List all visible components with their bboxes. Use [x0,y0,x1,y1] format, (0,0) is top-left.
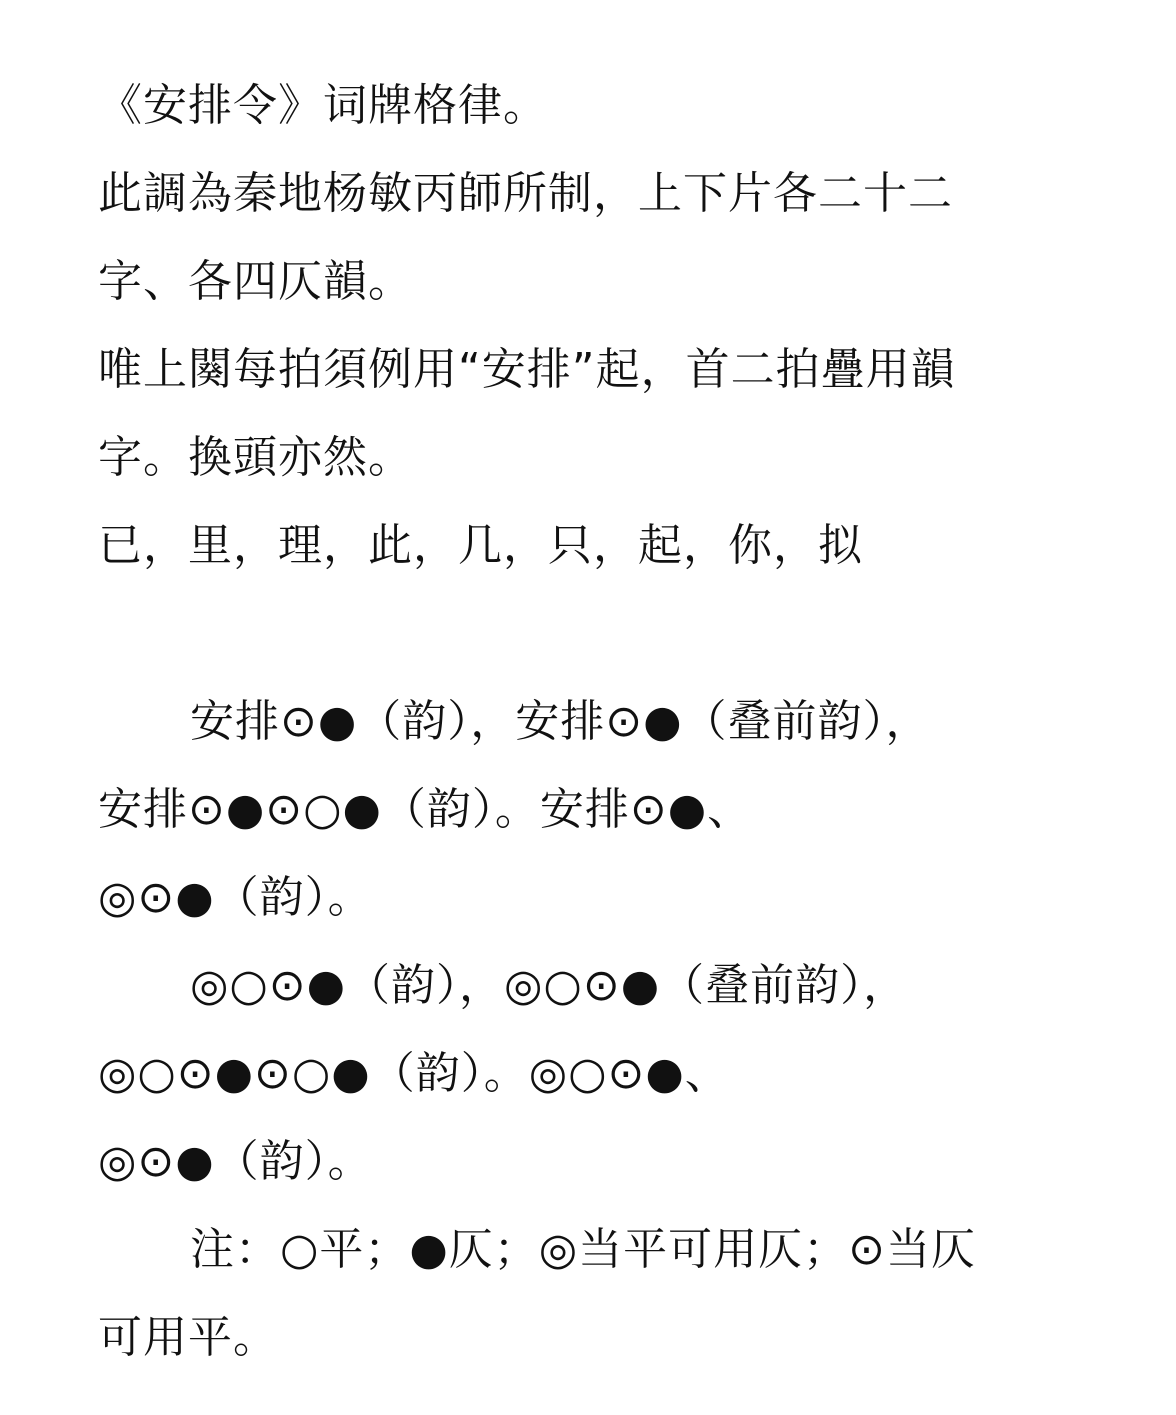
pattern-line: ◎○⊙●（韵），◎○⊙●（叠前韵）， [190,960,909,1011]
lower-stanza-pattern [98,942,1098,1206]
intro-line: 唯上闋每拍須例用“安排”起，首二拍疊用韻 [98,344,956,395]
document-body [98,62,1098,1382]
pattern-line: 安排⊙●⊙○●（韵）。安排⊙●、 [98,784,753,835]
note-line: 可用平。 [98,1312,278,1363]
rhyme-characters: 已，里，理，此，几，只，起，你，拟 [98,520,863,571]
intro-line: 字、各四仄韻。 [98,256,413,307]
intro-section [98,150,1098,590]
legend-note [98,1206,1098,1382]
intro-line: 字。換頭亦然。 [98,432,413,483]
pattern-line: ◎○⊙●⊙○●（韵）。◎○⊙●、 [98,1048,730,1099]
pattern-line: 安排⊙●（韵），安排⊙●（叠前韵）， [190,696,931,747]
document-title: 《安排令》词牌格律。 [98,80,548,131]
intro-line: 此調為秦地杨敏丙師所制，上下片各二十二 [98,168,953,219]
spacer [98,590,1098,678]
pattern-line: ◎⊙●（韵）。 [98,1136,373,1187]
note-line: 注：○平；●仄；◎当平可用仄；⊙当仄 [190,1224,977,1275]
pattern-line: ◎⊙●（韵）。 [98,872,373,923]
upper-stanza-pattern [98,678,1098,942]
